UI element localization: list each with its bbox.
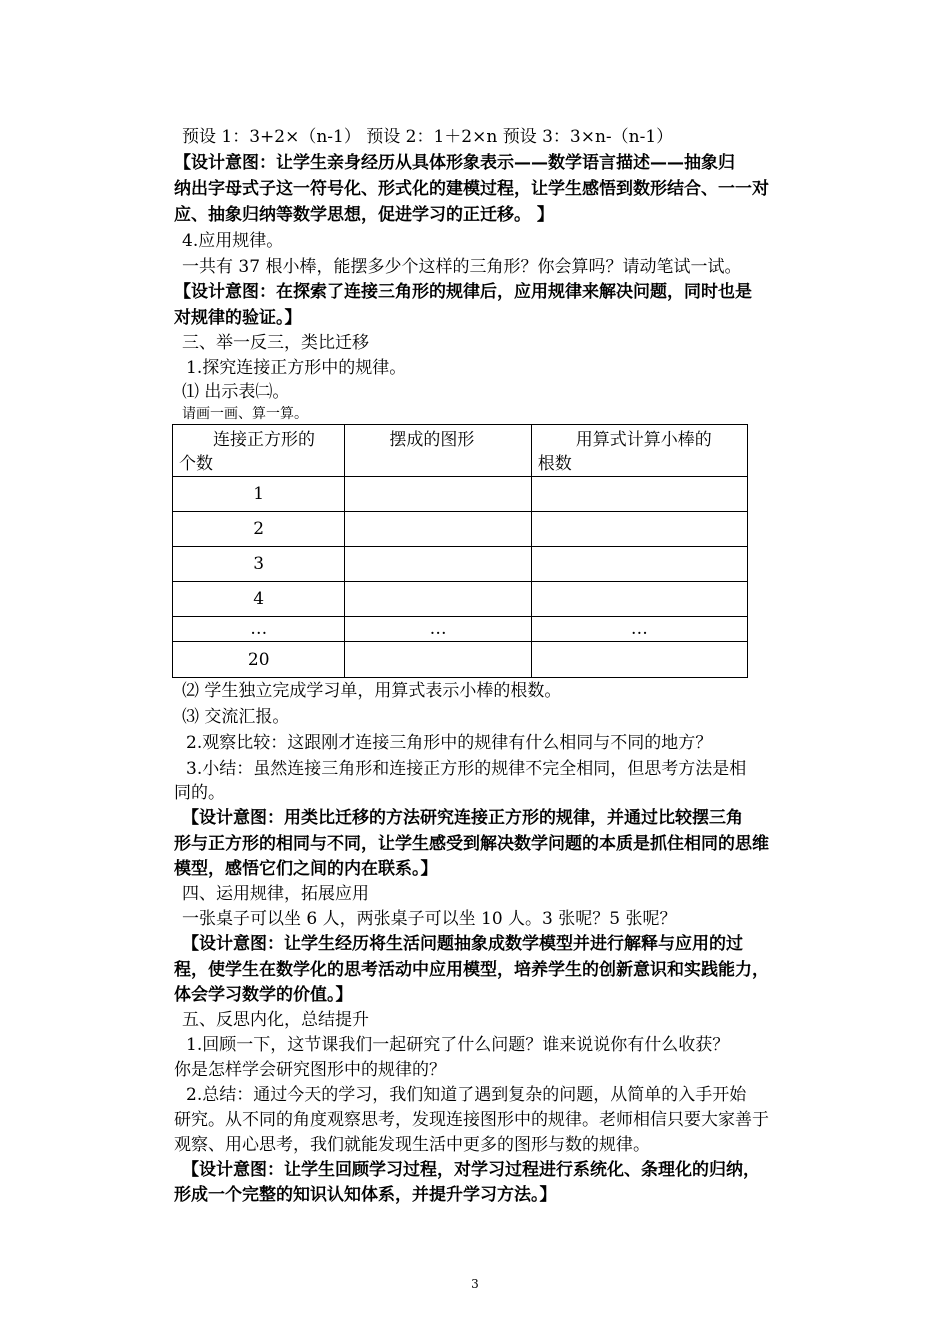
table-cell-shape: … <box>345 617 531 642</box>
design-note-4-line-1: 【设计意图：让学生经历将生活问题抽象成数学模型并进行解释与应用的过 <box>182 934 743 954</box>
presets-line: 预设 1：3+2×（n-1） 预设 2：1＋2×n 预设 3：3×n-（n-1） <box>182 127 674 147</box>
table-row <box>173 547 748 582</box>
table-header-formula-line-1: 用算式计算小棒的 <box>575 430 712 450</box>
section-4-title: 四、运用规律，拓展应用 <box>182 884 369 904</box>
design-note-2-line-2: 对规律的验证。】 <box>174 308 302 328</box>
section-5-item-2-line-2: 研究。从不同的角度观察思考，发现连接图形中的规律。老师相信只要大家善于 <box>174 1110 769 1130</box>
section-3-item-1: 1.探究连接正方形中的规律。 <box>186 358 407 378</box>
table-cell-formula <box>531 512 747 547</box>
section-3-item-3-line-1: 3.小结：虽然连接三角形和连接正方形的规律不完全相同，但思考方法是相 <box>186 759 747 779</box>
table-cell-shape <box>345 477 531 512</box>
section-5-item-1-line-2: 你是怎样学会研究图形中的规律的？ <box>174 1060 446 1080</box>
section-3-item-1a: ⑴ 出示表㈡。 <box>182 382 290 402</box>
section-5-item-1-line-1: 1.回顾一下，这节课我们一起研究了什么问题？谁来说说你有什么收获？ <box>186 1035 730 1055</box>
apply-rule-question: 一共有 37 根小棒，能摆多少个这样的三角形？你会算吗？请动笔试一试。 <box>182 257 742 277</box>
table-cell-count: 20 <box>173 642 345 678</box>
table-header-shape <box>345 425 531 477</box>
table-row <box>173 512 748 547</box>
design-note-5-line-2: 形成一个完整的知识认知体系，并提升学习方法。】 <box>174 1185 557 1205</box>
table-caption: 请画一画、算一算。 <box>182 406 308 422</box>
section-3-item-2: 2.观察比较：这跟刚才连接三角形中的规律有什么相同与不同的地方？ <box>186 733 713 753</box>
table-cell-shape <box>345 547 531 582</box>
design-note-5-line-1: 【设计意图：让学生回顾学习过程，对学习过程进行系统化、条理化的归纳， <box>182 1160 760 1180</box>
design-note-1-line-1: 【设计意图：让学生亲身经历从具体形象表示——数学语言描述——抽象归 <box>174 153 735 173</box>
section-5-item-2-line-1: 2.总结：通过今天的学习，我们知道了遇到复杂的问题，从简单的入手开始 <box>186 1085 747 1105</box>
table-cell-formula: … <box>531 617 747 642</box>
table-cell-shape <box>345 512 531 547</box>
table-cell-count: … <box>173 617 345 642</box>
section-3-item-1c: ⑶ 交流汇报。 <box>182 707 290 727</box>
table-cell-formula <box>531 642 747 678</box>
section-4-question: 一张桌子可以坐 6 人，两张桌子可以坐 10 人。3 张呢？5 张呢？ <box>182 909 677 929</box>
table-cell-shape <box>345 642 531 678</box>
section-3-item-1b: ⑵ 学生独立完成学习单，用算式表示小棒的根数。 <box>182 681 562 701</box>
table-cell-formula <box>531 477 747 512</box>
section-5-title: 五、反思内化，总结提升 <box>182 1010 369 1030</box>
table-header-shape-text: 摆成的图形 <box>389 430 475 450</box>
design-note-1-line-2: 纳出字母式子这一符号化、形式化的建模过程，让学生感悟到数形结合、一一对 <box>174 179 769 199</box>
table-cell-shape <box>345 582 531 617</box>
squares-table <box>172 424 748 678</box>
table-header-count <box>173 425 345 477</box>
design-note-3-line-3: 模型，感悟它们之间的内在联系。】 <box>174 859 438 879</box>
design-note-2-line-1: 【设计意图：在探索了连接三角形的规律后，应用规律来解决问题，同时也是 <box>174 282 752 302</box>
section-3-title: 三、举一反三，类比迁移 <box>182 333 369 353</box>
table-cell-formula <box>531 547 747 582</box>
design-note-4-line-2: 程，使学生在数学化的思考活动中应用模型，培养学生的创新意识和实践能力， <box>174 960 769 980</box>
section-5-item-2-line-3: 观察、用心思考，我们就能发现生活中更多的图形与数的规律。 <box>174 1135 650 1155</box>
apply-rule-title: 4.应用规律。 <box>182 231 284 251</box>
table-header-formula-line-2: 根数 <box>537 454 572 474</box>
table-row <box>173 582 748 617</box>
table-header-formula <box>531 425 747 477</box>
table-cell-count: 1 <box>173 477 345 512</box>
table-header-count-line-1: 连接正方形的 <box>213 430 315 450</box>
design-note-3-line-2: 形与正方形的相同与不同，让学生感受到解决数学问题的本质是抓住相同的思维 <box>174 834 769 854</box>
page-number: 3 <box>471 1277 479 1291</box>
table-header-count-line-2: 个数 <box>179 454 213 474</box>
table-cell-formula <box>531 582 747 617</box>
design-note-1-line-3: 应、抽象归纳等数学思想，促进学习的正迁移。 】 <box>174 205 554 225</box>
table-row <box>173 642 748 678</box>
section-3-item-3-line-2: 同的。 <box>174 783 225 803</box>
table-cell-count: 2 <box>173 512 345 547</box>
design-note-4-line-3: 体会学习数学的价值。】 <box>174 985 353 1005</box>
table-row <box>173 477 748 512</box>
table-cell-count: 3 <box>173 547 345 582</box>
design-note-3-line-1: 【设计意图：用类比迁移的方法研究连接正方形的规律，并通过比较摆三角 <box>182 808 743 828</box>
table-cell-count: 4 <box>173 582 345 617</box>
table-header-row <box>173 425 748 477</box>
table-row-ellipsis <box>173 617 748 642</box>
